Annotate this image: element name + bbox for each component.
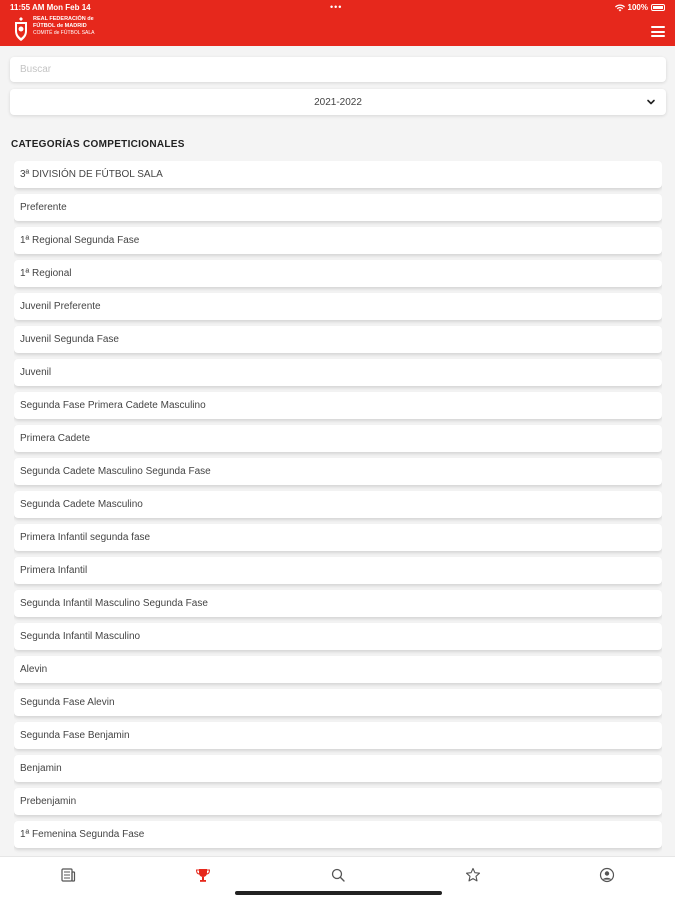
category-list-item[interactable] [14, 194, 662, 221]
category-list-item[interactable] [14, 524, 662, 551]
chevron-down-icon [646, 97, 656, 107]
category-label: 1ª Regional [20, 268, 72, 279]
category-label: Juvenil Preferente [20, 301, 101, 312]
federation-crest-logo [12, 16, 30, 42]
trophy-icon[interactable] [195, 867, 211, 883]
category-list-item[interactable] [14, 590, 662, 617]
category-list-item[interactable] [14, 425, 662, 452]
section-title: CATEGORÍAS COMPETICIONALES [11, 139, 185, 150]
category-label: Primera Cadete [20, 433, 91, 444]
hamburger-menu-icon[interactable] [651, 26, 665, 37]
status-indicators [615, 3, 665, 12]
wifi-icon [615, 4, 625, 12]
category-list-item[interactable] [14, 293, 662, 320]
federation-name: REAL FEDERACIÓN de FÚTBOL de MADRID COMITÉ de FÚTBOL SALA [33, 16, 95, 36]
season-value: 2021-2022 [314, 96, 362, 108]
category-label: Segunda Cadete Masculino [20, 499, 143, 510]
category-list-item[interactable] [14, 821, 662, 848]
category-label: Primera Infantil segunda fase [20, 532, 151, 543]
category-list-item[interactable] [14, 359, 662, 386]
category-list-item[interactable] [14, 260, 662, 287]
category-label: Segunda Cadete Masculino Segunda Fase [20, 466, 211, 477]
category-label: 1ª Femenina Segunda Fase [20, 829, 145, 840]
news-icon[interactable] [60, 867, 76, 883]
category-label: Primera Infantil [20, 565, 88, 576]
category-list-item[interactable] [14, 491, 662, 518]
category-list-item[interactable] [14, 623, 662, 650]
category-label: Benjamin [20, 763, 62, 774]
category-list-item[interactable] [14, 458, 662, 485]
category-list-item[interactable] [14, 557, 662, 584]
category-label: Segunda Fase Benjamin [20, 730, 130, 741]
app-header [0, 0, 675, 46]
category-label: Preferente [20, 202, 67, 213]
category-label: Segunda Infantil Masculino [20, 631, 141, 642]
multitask-dots[interactable]: ••• [330, 2, 343, 12]
category-label: 3ª DIVISIÓN DE FÚTBOL SALA [20, 169, 163, 180]
category-label: Prebenjamin [20, 796, 77, 807]
category-label: Juvenil Segunda Fase [20, 334, 119, 345]
category-list-item[interactable] [14, 392, 662, 419]
category-list-item[interactable] [14, 788, 662, 815]
search-icon[interactable] [330, 867, 346, 883]
user-icon[interactable] [599, 867, 615, 883]
status-time: 11:55 AM Mon Feb 14 [10, 3, 91, 12]
home-indicator [235, 891, 442, 895]
category-label: Segunda Infantil Masculino Segunda Fase [20, 598, 208, 609]
category-list-item[interactable] [14, 227, 662, 254]
category-list-item[interactable] [14, 161, 662, 188]
category-label: Segunda Fase Primera Cadete Masculino [20, 400, 206, 411]
star-icon[interactable] [465, 867, 481, 883]
category-list-item[interactable] [14, 722, 662, 749]
category-label: Segunda Fase Alevin [20, 697, 115, 708]
category-list-item[interactable] [14, 656, 662, 683]
season-select[interactable] [10, 89, 666, 115]
category-list-item[interactable] [14, 326, 662, 353]
category-list [14, 161, 662, 856]
battery-icon [651, 4, 665, 11]
category-label: Juvenil [20, 367, 52, 378]
category-list-item[interactable] [14, 689, 662, 716]
search-input[interactable] [10, 57, 666, 82]
category-label: Alevin [20, 664, 48, 675]
category-list-item[interactable] [14, 755, 662, 782]
category-label: 1ª Regional Segunda Fase [20, 235, 140, 246]
battery-percent: 100% [627, 3, 648, 12]
